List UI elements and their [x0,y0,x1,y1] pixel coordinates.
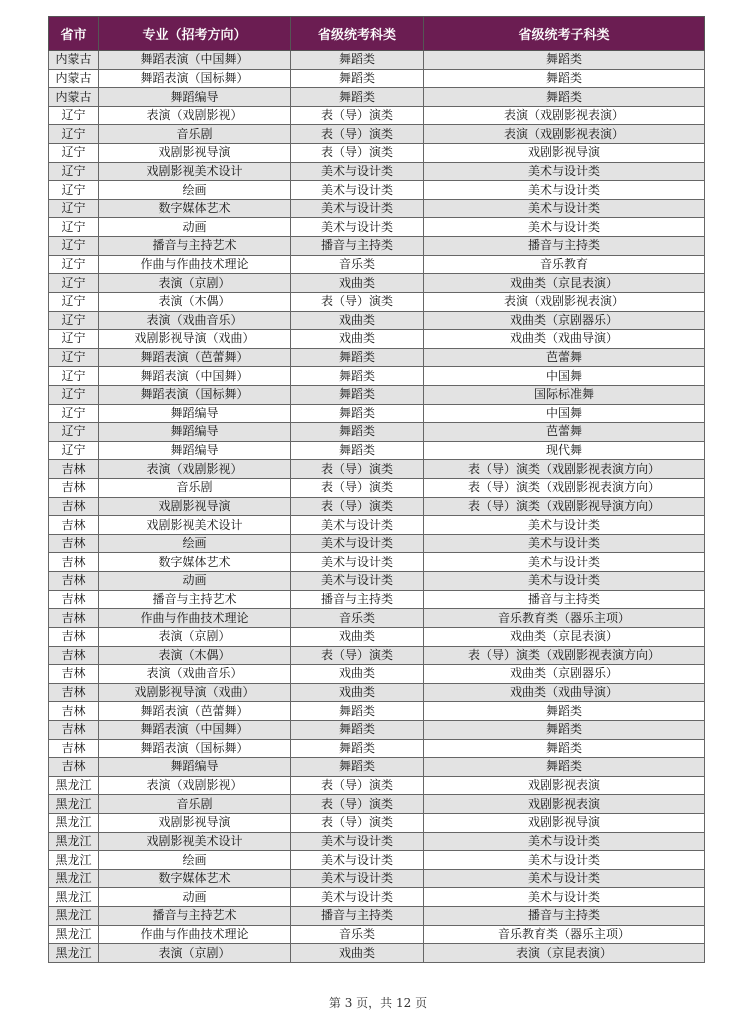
cell-exam-category: 舞蹈类 [291,69,424,88]
table-row [49,739,705,758]
cell-exam-category: 舞蹈类 [291,720,424,739]
cell-major: 作曲与作曲技术理论 [99,925,291,944]
cell-exam-subcategory: 现代舞 [424,441,705,460]
cell-exam-subcategory: 舞蹈类 [424,739,705,758]
table-row [49,609,705,628]
header-exam-subcategory: 省级统考子科类 [424,17,705,51]
cell-province: 辽宁 [49,218,99,237]
cell-exam-category: 舞蹈类 [291,423,424,442]
table-row [49,88,705,107]
cell-major: 数字媒体艺术 [99,199,291,218]
cell-province: 吉林 [49,553,99,572]
cell-exam-category: 表（导）演类 [291,776,424,795]
cell-major: 舞蹈编导 [99,441,291,460]
cell-province: 黑龙江 [49,944,99,963]
cell-exam-subcategory: 戏剧影视表演 [424,776,705,795]
cell-province: 吉林 [49,572,99,591]
cell-major: 作曲与作曲技术理论 [99,609,291,628]
cell-major: 播音与主持艺术 [99,590,291,609]
cell-major: 绘画 [99,534,291,553]
table-row [49,516,705,535]
table-row [49,907,705,926]
cell-province: 内蒙古 [49,88,99,107]
cell-exam-category: 舞蹈类 [291,739,424,758]
header-row [49,17,705,51]
cell-major: 戏剧影视美术设计 [99,832,291,851]
cell-exam-category: 美术与设计类 [291,516,424,535]
cell-exam-category: 戏曲类 [291,944,424,963]
table-row [49,106,705,125]
table-row [49,944,705,963]
cell-major: 表演（木偶） [99,292,291,311]
cell-province: 辽宁 [49,423,99,442]
table-row [49,851,705,870]
table-row [49,813,705,832]
cell-province: 黑龙江 [49,925,99,944]
cell-major: 表演（京剧） [99,944,291,963]
cell-major: 表演（木偶） [99,646,291,665]
cell-exam-category: 戏曲类 [291,627,424,646]
table-row [49,311,705,330]
cell-province: 辽宁 [49,441,99,460]
cell-exam-category: 戏曲类 [291,311,424,330]
cell-major: 舞蹈表演（中国舞） [99,51,291,70]
cell-province: 黑龙江 [49,795,99,814]
cell-major: 舞蹈表演（中国舞） [99,367,291,386]
cell-province: 吉林 [49,460,99,479]
cell-exam-subcategory: 美术与设计类 [424,553,705,572]
cell-exam-subcategory: 戏曲类（戏曲导演） [424,330,705,349]
table-row [49,162,705,181]
table-row [49,255,705,274]
cell-exam-subcategory: 芭蕾舞 [424,423,705,442]
cell-exam-category: 美术与设计类 [291,199,424,218]
cell-exam-subcategory: 戏剧影视导演 [424,144,705,163]
cell-major: 表演（戏曲音乐） [99,311,291,330]
cell-province: 吉林 [49,609,99,628]
cell-major: 绘画 [99,181,291,200]
table-row [49,795,705,814]
cell-major: 表演（戏曲音乐） [99,665,291,684]
cell-exam-category: 美术与设计类 [291,888,424,907]
cell-major: 戏剧影视导演（戏曲） [99,683,291,702]
cell-exam-category: 表（导）演类 [291,106,424,125]
cell-major: 舞蹈表演（中国舞） [99,720,291,739]
cell-major: 舞蹈表演（芭蕾舞） [99,348,291,367]
table-row [49,292,705,311]
cell-province: 黑龙江 [49,869,99,888]
cell-province: 吉林 [49,497,99,516]
cell-exam-subcategory: 戏曲类（京昆表演） [424,274,705,293]
cell-province: 吉林 [49,720,99,739]
table-row [49,683,705,702]
cell-exam-subcategory: 舞蹈类 [424,88,705,107]
cell-exam-subcategory: 国际标准舞 [424,385,705,404]
cell-major: 舞蹈表演（国标舞） [99,69,291,88]
cell-exam-category: 舞蹈类 [291,348,424,367]
table-row [49,627,705,646]
cell-exam-subcategory: 播音与主持类 [424,237,705,256]
cell-exam-subcategory: 戏剧影视表演 [424,795,705,814]
cell-exam-subcategory: 美术与设计类 [424,832,705,851]
cell-exam-subcategory: 美术与设计类 [424,181,705,200]
table-row [49,590,705,609]
cell-exam-category: 舞蹈类 [291,88,424,107]
cell-exam-category: 音乐类 [291,925,424,944]
cell-exam-subcategory: 美术与设计类 [424,869,705,888]
cell-province: 辽宁 [49,237,99,256]
cell-exam-subcategory: 表（导）演类（戏剧影视表演方向） [424,460,705,479]
cell-major: 舞蹈编导 [99,423,291,442]
table-header [49,17,705,51]
table-row [49,497,705,516]
table-row [49,925,705,944]
table-row [49,274,705,293]
cell-major: 舞蹈编导 [99,404,291,423]
table-row [49,237,705,256]
cell-exam-category: 美术与设计类 [291,572,424,591]
cell-province: 辽宁 [49,199,99,218]
cell-major: 播音与主持艺术 [99,237,291,256]
cell-exam-subcategory: 戏剧影视导演 [424,813,705,832]
cell-exam-subcategory: 表（导）演类（戏剧影视导演方向） [424,497,705,516]
table-row [49,385,705,404]
cell-exam-subcategory: 戏曲类（京昆表演） [424,627,705,646]
cell-exam-category: 舞蹈类 [291,385,424,404]
cell-exam-category: 戏曲类 [291,665,424,684]
cell-exam-category: 表（导）演类 [291,479,424,498]
table-row [49,720,705,739]
cell-exam-subcategory: 音乐教育类（器乐主项） [424,925,705,944]
table-row [49,218,705,237]
cell-exam-category: 美术与设计类 [291,832,424,851]
cell-major: 音乐剧 [99,795,291,814]
cell-exam-subcategory: 音乐教育类（器乐主项） [424,609,705,628]
cell-province: 吉林 [49,702,99,721]
table-row [49,404,705,423]
cell-province: 辽宁 [49,404,99,423]
cell-exam-subcategory: 舞蹈类 [424,51,705,70]
page-number: 第 3 页，共 12 页 [328,996,428,1010]
cell-exam-category: 表（导）演类 [291,646,424,665]
cell-province: 吉林 [49,646,99,665]
table-row [49,553,705,572]
cell-major: 表演（戏剧影视） [99,106,291,125]
cell-major: 戏剧影视美术设计 [99,162,291,181]
cell-exam-subcategory: 美术与设计类 [424,534,705,553]
cell-major: 戏剧影视导演 [99,497,291,516]
table-row [49,665,705,684]
cell-province: 辽宁 [49,125,99,144]
cell-exam-category: 戏曲类 [291,330,424,349]
cell-exam-subcategory: 播音与主持类 [424,907,705,926]
cell-province: 吉林 [49,534,99,553]
cell-exam-category: 美术与设计类 [291,851,424,870]
cell-exam-category: 美术与设计类 [291,869,424,888]
cell-exam-subcategory: 美术与设计类 [424,162,705,181]
cell-exam-category: 表（导）演类 [291,292,424,311]
table-row [49,181,705,200]
cell-province: 辽宁 [49,367,99,386]
cell-province: 辽宁 [49,162,99,181]
cell-major: 表演（京剧） [99,274,291,293]
cell-exam-category: 美术与设计类 [291,534,424,553]
cell-province: 辽宁 [49,292,99,311]
cell-exam-subcategory: 戏曲类（戏曲导演） [424,683,705,702]
cell-exam-category: 播音与主持类 [291,907,424,926]
cell-province: 黑龙江 [49,813,99,832]
cell-exam-subcategory: 美术与设计类 [424,199,705,218]
cell-province: 吉林 [49,665,99,684]
cell-major: 动画 [99,888,291,907]
cell-province: 辽宁 [49,348,99,367]
cell-exam-subcategory: 中国舞 [424,404,705,423]
cell-major: 绘画 [99,851,291,870]
cell-exam-subcategory: 播音与主持类 [424,590,705,609]
cell-exam-category: 舞蹈类 [291,758,424,777]
cell-exam-subcategory: 音乐教育 [424,255,705,274]
cell-province: 黑龙江 [49,832,99,851]
table-row [49,534,705,553]
cell-province: 内蒙古 [49,51,99,70]
cell-exam-subcategory: 美术与设计类 [424,218,705,237]
cell-exam-subcategory: 芭蕾舞 [424,348,705,367]
cell-major: 舞蹈表演（国标舞） [99,385,291,404]
cell-exam-category: 表（导）演类 [291,460,424,479]
cell-exam-category: 舞蹈类 [291,404,424,423]
cell-major: 动画 [99,218,291,237]
cell-exam-category: 播音与主持类 [291,590,424,609]
cell-province: 辽宁 [49,181,99,200]
cell-province: 吉林 [49,739,99,758]
table-row [49,460,705,479]
cell-province: 辽宁 [49,330,99,349]
cell-exam-subcategory: 表演（戏剧影视表演） [424,125,705,144]
cell-major: 舞蹈表演（芭蕾舞） [99,702,291,721]
cell-exam-subcategory: 舞蹈类 [424,758,705,777]
cell-province: 辽宁 [49,144,99,163]
cell-province: 辽宁 [49,311,99,330]
table-row [49,423,705,442]
cell-exam-category: 美术与设计类 [291,553,424,572]
table-row [49,832,705,851]
table-row [49,125,705,144]
cell-exam-category: 表（导）演类 [291,125,424,144]
cell-exam-subcategory: 舞蹈类 [424,720,705,739]
table-row [49,144,705,163]
cell-major: 播音与主持艺术 [99,907,291,926]
table-row [49,869,705,888]
table-row [49,702,705,721]
cell-exam-subcategory: 舞蹈类 [424,69,705,88]
table-row [49,348,705,367]
cell-exam-subcategory: 表（导）演类（戏剧影视表演方向） [424,479,705,498]
cell-major: 舞蹈编导 [99,88,291,107]
cell-major: 戏剧影视导演 [99,144,291,163]
cell-exam-subcategory: 美术与设计类 [424,851,705,870]
cell-exam-subcategory: 戏曲类（京剧器乐） [424,665,705,684]
header-province: 省市 [49,17,99,51]
cell-exam-category: 美术与设计类 [291,218,424,237]
cell-exam-category: 美术与设计类 [291,162,424,181]
cell-exam-category: 舞蹈类 [291,702,424,721]
cell-major: 音乐剧 [99,479,291,498]
cell-province: 吉林 [49,590,99,609]
cell-major: 舞蹈编导 [99,758,291,777]
table-body [49,51,705,963]
cell-exam-category: 舞蹈类 [291,441,424,460]
cell-exam-category: 美术与设计类 [291,181,424,200]
cell-major: 戏剧影视导演（戏曲） [99,330,291,349]
cell-exam-category: 舞蹈类 [291,51,424,70]
cell-major: 表演（京剧） [99,627,291,646]
cell-major: 数字媒体艺术 [99,553,291,572]
header-exam-category: 省级统考科类 [291,17,424,51]
cell-major: 数字媒体艺术 [99,869,291,888]
cell-exam-category: 戏曲类 [291,683,424,702]
cell-exam-subcategory: 美术与设计类 [424,572,705,591]
table-row [49,758,705,777]
table-row [49,367,705,386]
table-row [49,330,705,349]
cell-exam-subcategory: 表（导）演类（戏剧影视表演方向） [424,646,705,665]
cell-exam-subcategory: 表演（戏剧影视表演） [424,106,705,125]
cell-major: 表演（戏剧影视） [99,460,291,479]
table-row [49,51,705,70]
table-row [49,572,705,591]
cell-exam-subcategory: 表演（京昆表演） [424,944,705,963]
cell-major: 作曲与作曲技术理论 [99,255,291,274]
cell-exam-category: 播音与主持类 [291,237,424,256]
cell-major: 舞蹈表演（国标舞） [99,739,291,758]
major-table [48,16,705,963]
cell-major: 戏剧影视导演 [99,813,291,832]
table-row [49,646,705,665]
cell-province: 吉林 [49,758,99,777]
cell-exam-category: 音乐类 [291,255,424,274]
cell-exam-subcategory: 戏曲类（京剧器乐） [424,311,705,330]
cell-province: 黑龙江 [49,851,99,870]
cell-province: 辽宁 [49,255,99,274]
cell-exam-category: 戏曲类 [291,274,424,293]
cell-province: 辽宁 [49,385,99,404]
cell-province: 黑龙江 [49,907,99,926]
cell-province: 吉林 [49,627,99,646]
cell-exam-subcategory: 表演（戏剧影视表演） [424,292,705,311]
cell-exam-subcategory: 中国舞 [424,367,705,386]
table-row [49,888,705,907]
table-row [49,441,705,460]
cell-exam-subcategory: 美术与设计类 [424,888,705,907]
cell-province: 吉林 [49,516,99,535]
cell-province: 黑龙江 [49,888,99,907]
cell-exam-category: 表（导）演类 [291,497,424,516]
table-row [49,776,705,795]
cell-major: 戏剧影视美术设计 [99,516,291,535]
cell-province: 辽宁 [49,106,99,125]
cell-exam-category: 表（导）演类 [291,795,424,814]
cell-province: 黑龙江 [49,776,99,795]
table-row [49,199,705,218]
cell-province: 内蒙古 [49,69,99,88]
cell-exam-category: 舞蹈类 [291,367,424,386]
cell-province: 辽宁 [49,274,99,293]
cell-exam-subcategory: 美术与设计类 [424,516,705,535]
cell-major: 表演（戏剧影视） [99,776,291,795]
table-row [49,69,705,88]
cell-province: 吉林 [49,683,99,702]
cell-major: 动画 [99,572,291,591]
header-major: 专业（招考方向） [99,17,291,51]
cell-exam-subcategory: 舞蹈类 [424,702,705,721]
table-row [49,479,705,498]
cell-province: 吉林 [49,479,99,498]
cell-exam-category: 表（导）演类 [291,144,424,163]
cell-major: 音乐剧 [99,125,291,144]
cell-exam-category: 表（导）演类 [291,813,424,832]
cell-exam-category: 音乐类 [291,609,424,628]
